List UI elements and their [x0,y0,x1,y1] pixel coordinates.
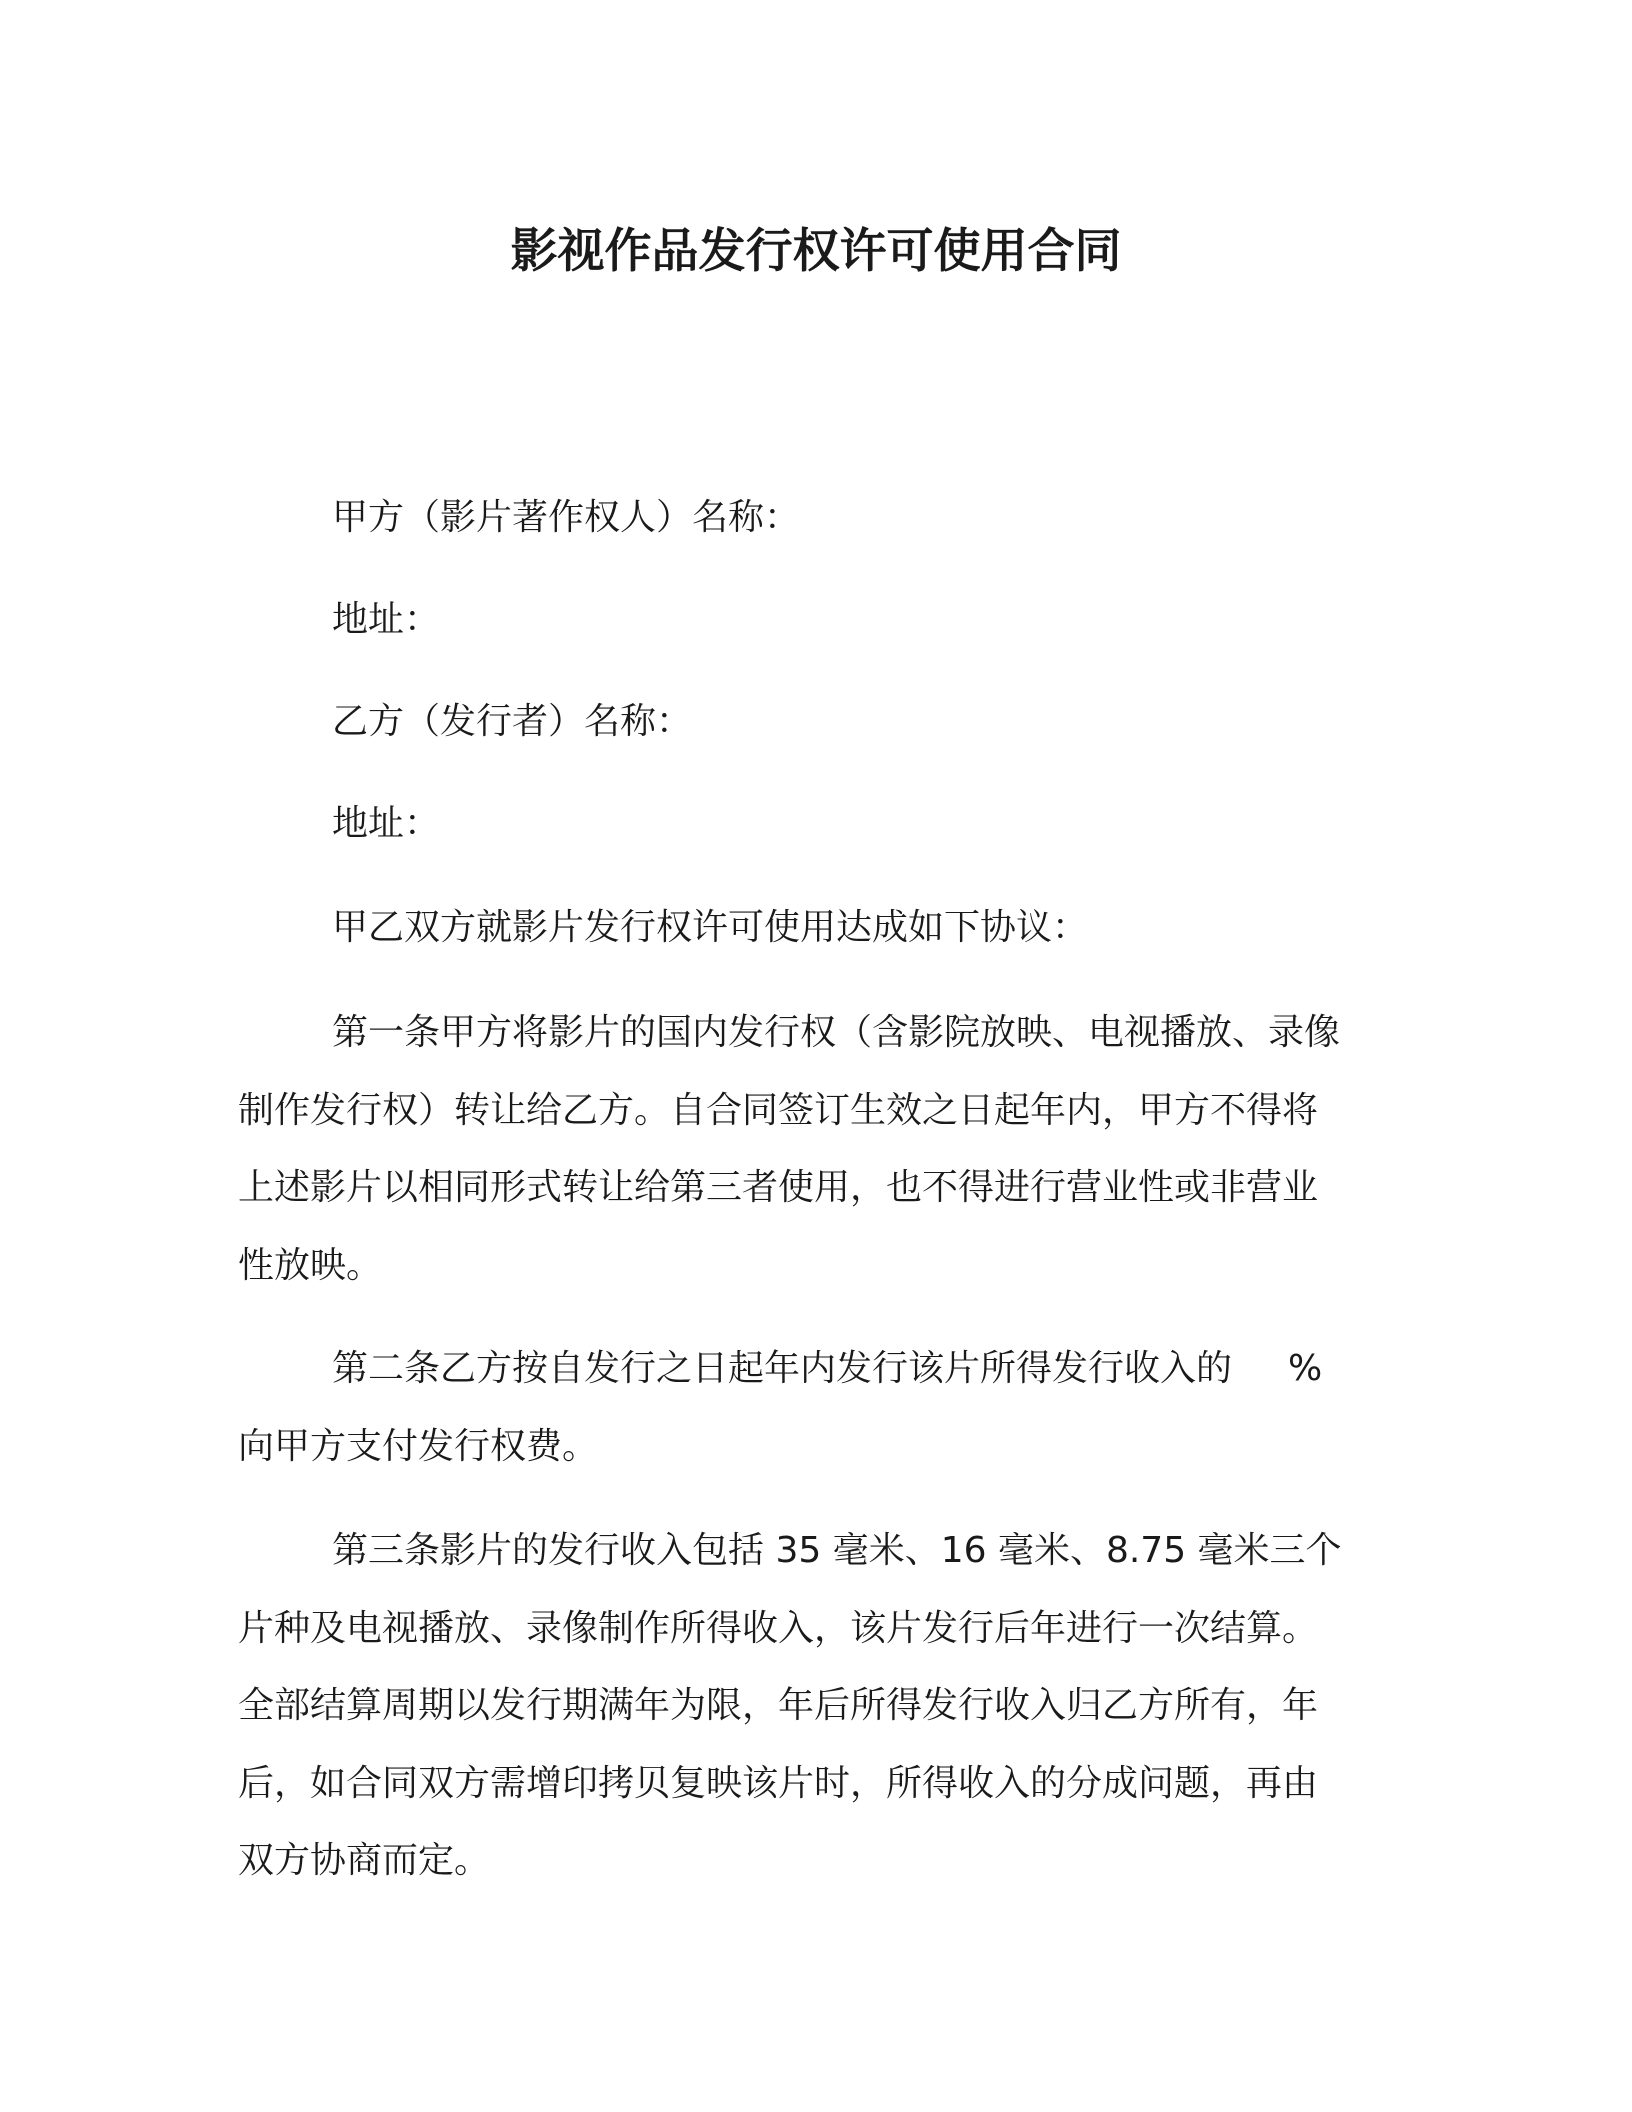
article-3-line: 片种及电视播放、录像制作所得收入，该片发行后年进行一次结算。 [238,1607,1319,1649]
article-3-line: 后，如合同双方需增印拷贝复映该片时，所得收入的分成问题，再由 [238,1762,1319,1804]
agreement-intro: 甲乙双方就影片发行权许可使用达成如下协议： [332,907,1089,948]
party-b-name-label: 乙方（发行者）名称： [332,701,693,742]
article-1-line: 性放映。 [238,1244,383,1286]
article-2 [238,1330,1378,1485]
article-1-line: 第一条甲方将影片的国内发行权（含影院放映、电视播放、录像 [332,1012,1341,1053]
document-title: 影视作品发行权许可使用合同 [510,224,1122,279]
article-3 [238,1512,1378,1900]
party-a-address-label: 地址： [332,599,441,640]
article-1-line: 上述影片以相同形式转让给第三者使用，也不得进行营业性或非营业 [238,1167,1319,1208]
party-b-address-label: 地址： [332,803,441,844]
article-3-line: 双方协商而定。 [238,1840,491,1881]
article-2-line: 向甲方支付发行权费。 [238,1425,599,1467]
article-3-line: 第三条影片的发行收入包括 35 毫米、16 毫米、8.75 毫米三个 [332,1530,1342,1571]
article-1-line: 制作发行权）转让给乙方。自合同签订生效之日起年内，甲方不得将 [238,1089,1319,1131]
article-1 [238,994,1378,1304]
party-a-name-label: 甲方（影片著作权人）名称： [332,497,801,538]
article-2-line-text: 第二条乙方按自发行之日起年内发行该片所得发行收入的 [332,1348,1233,1389]
percent-sign: % [1288,1348,1323,1389]
article-3-line: 全部结算周期以发行期满年为限，年后所得发行收入归乙方所有，年 [238,1685,1319,1726]
article-2-line [238,1330,1378,1408]
